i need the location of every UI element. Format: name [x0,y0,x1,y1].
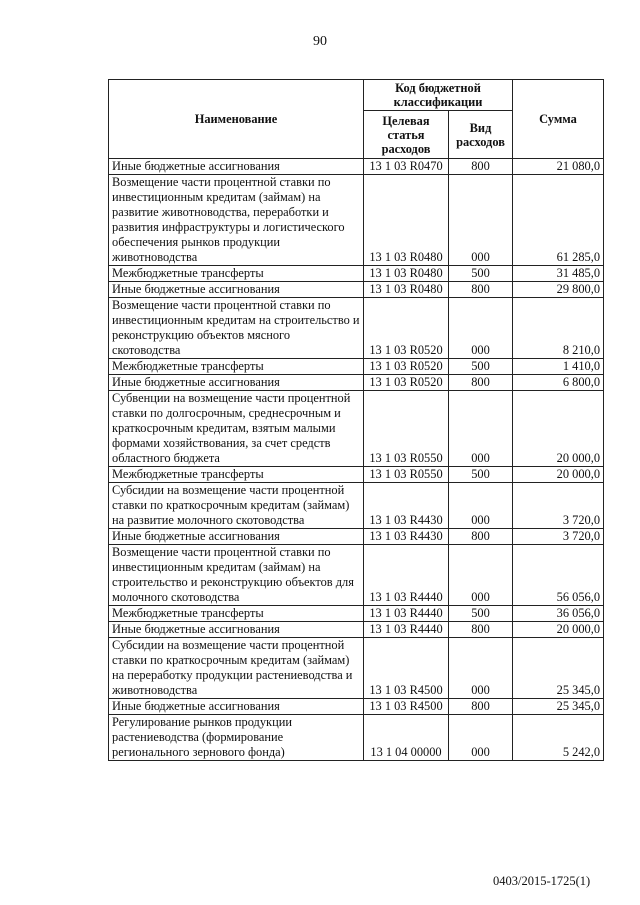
row-expense-type: 500 [449,606,513,622]
row-target-article: 13 1 03 R0520 [364,298,449,359]
row-name: Иные бюджетные ассигнования [109,622,364,638]
row-target-article: 13 1 03 R0480 [364,175,449,266]
row-name: Иные бюджетные ассигнования [109,375,364,391]
row-expense-type: 500 [449,359,513,375]
row-name: Субвенции на возмещение части процентной ставки по долгосрочным, среднесрочным и краткосрочным кредитам, взятым малыми формами хозяйствования, за счет средств областного бюджета [109,391,364,467]
header-expense-type: Вид расходов [449,111,513,159]
table-row [109,266,604,282]
row-sum: 6 800,0 [513,375,604,391]
table-row [109,606,604,622]
budget-table [108,79,604,761]
row-target-article: 13 1 03 R4500 [364,638,449,699]
row-expense-type: 000 [449,391,513,467]
row-name: Субсидии на возмещение части процентной ставки по краткосрочным кредитам (займам) на развитие молочного скотоводства [109,483,364,529]
table-row [109,175,604,266]
row-target-article: 13 1 03 R4430 [364,483,449,529]
row-expense-type: 000 [449,483,513,529]
row-expense-type: 800 [449,622,513,638]
row-sum: 29 800,0 [513,282,604,298]
table-row [109,359,604,375]
row-name: Возмещение части процентной ставки по инвестиционным кредитам (займам) на строительство и реконструкцию объектов для молочного скотоводства [109,545,364,606]
row-target-article: 13 1 04 00000 [364,715,449,761]
row-sum: 61 285,0 [513,175,604,266]
row-name: Возмещение части процентной ставки по инвестиционным кредитам на строительство и реконструкцию объектов мясного скотоводства [109,298,364,359]
row-expense-type: 800 [449,529,513,545]
row-sum: 20 000,0 [513,467,604,483]
table-row [109,699,604,715]
header-code-group: Код бюджетной классификации [364,80,513,111]
table-row [109,467,604,483]
row-sum: 20 000,0 [513,622,604,638]
row-expense-type: 800 [449,699,513,715]
row-expense-type: 800 [449,375,513,391]
page-number: 90 [313,34,327,49]
row-name: Иные бюджетные ассигнования [109,159,364,175]
row-name: Возмещение части процентной ставки по инвестиционным кредитам (займам) на развитие животноводства, переработки и развития инфраструктуры и логистического обеспечения рынков продукции животноводства [109,175,364,266]
row-name: Межбюджетные трансферты [109,467,364,483]
table-row [109,715,604,761]
row-sum: 3 720,0 [513,483,604,529]
row-name: Субсидии на возмещение части процентной ставки по краткосрочным кредитам (займам) на переработку продукции растениеводства и животноводства [109,638,364,699]
row-sum: 36 056,0 [513,606,604,622]
table-row [109,545,604,606]
table-row [109,375,604,391]
row-target-article: 13 1 03 R0520 [364,375,449,391]
row-expense-type: 000 [449,175,513,266]
row-sum: 56 056,0 [513,545,604,606]
row-sum: 25 345,0 [513,699,604,715]
row-target-article: 13 1 03 R0550 [364,467,449,483]
row-target-article: 13 1 03 R4440 [364,622,449,638]
row-sum: 20 000,0 [513,391,604,467]
row-expense-type: 800 [449,159,513,175]
row-expense-type: 800 [449,282,513,298]
row-expense-type: 500 [449,467,513,483]
row-sum: 8 210,0 [513,298,604,359]
row-expense-type: 500 [449,266,513,282]
row-name: Регулирование рынков продукции растениеводства (формирование регионального зернового фонда) [109,715,364,761]
header-name: Наименование [109,80,364,159]
row-expense-type: 000 [449,545,513,606]
row-sum: 21 080,0 [513,159,604,175]
row-sum: 25 345,0 [513,638,604,699]
row-name: Межбюджетные трансферты [109,266,364,282]
row-expense-type: 000 [449,298,513,359]
row-name: Иные бюджетные ассигнования [109,529,364,545]
row-expense-type: 000 [449,715,513,761]
row-expense-type: 000 [449,638,513,699]
table-row [109,529,604,545]
table-row [109,391,604,467]
row-target-article: 13 1 03 R4500 [364,699,449,715]
row-target-article: 13 1 03 R0480 [364,266,449,282]
header-target-article: Целевая статья расходов [364,111,449,159]
row-target-article: 13 1 03 R0470 [364,159,449,175]
document-code: 0403/2015-1725(1) [493,874,591,888]
row-target-article: 13 1 03 R0520 [364,359,449,375]
row-target-article: 13 1 03 R4430 [364,529,449,545]
table-row [109,298,604,359]
row-sum: 31 485,0 [513,266,604,282]
row-name: Иные бюджетные ассигнования [109,282,364,298]
row-target-article: 13 1 03 R0550 [364,391,449,467]
row-target-article: 13 1 03 R4440 [364,606,449,622]
row-name: Межбюджетные трансферты [109,359,364,375]
table-row [109,282,604,298]
table-row [109,622,604,638]
row-sum: 1 410,0 [513,359,604,375]
table-row [109,638,604,699]
row-name: Иные бюджетные ассигнования [109,699,364,715]
row-target-article: 13 1 03 R4440 [364,545,449,606]
row-name: Межбюджетные трансферты [109,606,364,622]
row-sum: 3 720,0 [513,529,604,545]
row-target-article: 13 1 03 R0480 [364,282,449,298]
table-row [109,159,604,175]
table-row [109,483,604,529]
header-sum: Сумма [513,80,604,159]
row-sum: 5 242,0 [513,715,604,761]
